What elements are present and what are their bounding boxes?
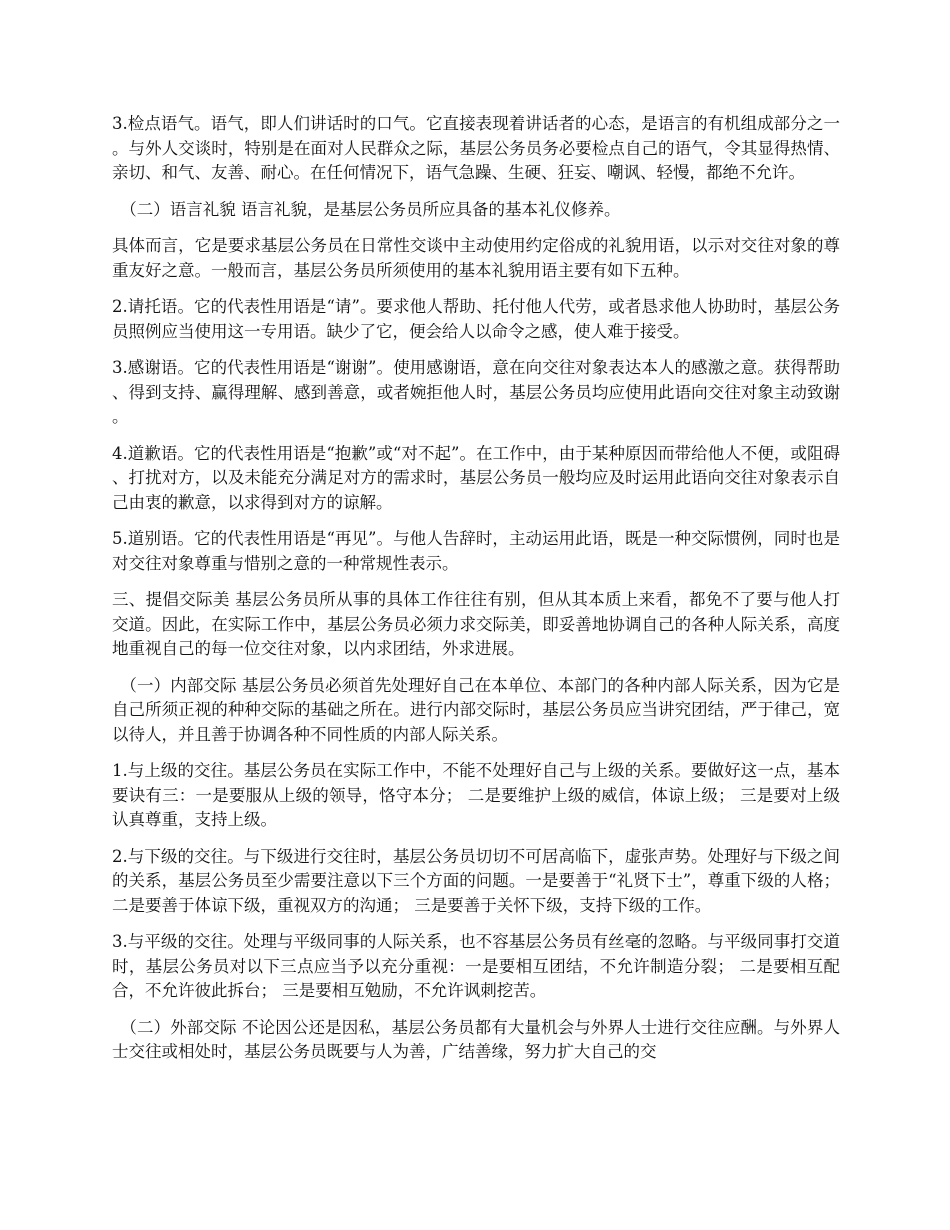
paragraph-tone: 3.检点语气。语气，即人们讲话时的口气。它直接表现着讲话者的心态，是语言的有机组成部分之一。与外人交谈时，特别是在面对人民群众之际，基层公务员务必要检点自己的语气，令其显得热情、亲切、和气、友善、耐心。在任何情况下，语气急躁、生硬、狂妄、嘲讽、轻慢，都绝不允许。 [112,114,840,182]
paragraph-polite-language-intro: 具体而言，它是要求基层公务员在日常性交谈中主动使用约定俗成的礼貌用语，以示对交往对象的尊重友好之意。一般而言，基层公务员所须使用的基本礼貌用语主要有如下五种。 [112,236,840,280]
paragraph-internal-relations: （一）内部交际 基层公务员必须首先处理好自己在本单位、本部门的各种内部人际关系，因为它是自己所须正视的种种交际的基础之所在。进行内部交际时，基层公务员应当讲究团结，严于律己，宽以待人，并且善于协调各种不同性质的内部人际关系。 [112,675,840,744]
paragraph-apology-phrase: 4.道歉语。它的代表性用语是“抱歉”或“对不起”。在工作中，由于某种原因而带给他人不便，或阻碍、打扰对方，以及未能充分满足对方的需求时，基层公务员一般均应及时运用此语向交往对象表示自己由衷的歉意，以求得到对方的谅解。 [112,443,840,512]
paragraph-farewell-phrase: 5.道别语。它的代表性用语是“再见”。与他人告辞时，主动运用此语，既是一种交际惯例，同时也是对交往对象尊重与惜别之意的一种常规性表示。 [112,529,840,573]
paragraph-peers: 3.与平级的交往。处理与平级同事的人际关系，也不容基层公务员有丝毫的忽略。与平级同事打交道时，基层公务员对以下三点应当予以充分重视：一是要相互团结，不允许制造分裂； 二是要相互配合，不允许彼此拆台； 三是要相互勉励，不允许讽刺挖苦。 [112,932,840,1000]
document-page [112,112,840,1077]
paragraph-external-relations: （二）外部交际 不论因公还是因私，基层公务员都有大量机会与外界人士进行交往应酬。与外界人士交往或相处时，基层公务员既要与人为善，广结善缘，努力扩大自己的交 [112,1017,840,1061]
paragraph-thanks-phrase: 3.感谢语。它的代表性用语是“谢谢”。使用感谢语，意在向交往对象表达本人的感激之意。获得帮助、得到支持、赢得理解、感到善意，或者婉拒他人时，基层公务员均应使用此语向交往对象主动致谢。 [112,358,840,426]
paragraph-subordinates: 2.与下级的交往。与下级进行交往时，基层公务员切切不可居高临下，虚张声势。处理好与下级之间的关系，基层公务员至少需要注意以下三个方面的问题。一是要善于“礼贤下士”，尊重下级的人格； 二是要善于体谅下级，重视双方的沟通； 三是要善于关怀下级，支持下级的工作。 [112,846,840,915]
paragraph-request-phrase: 2.请托语。它的代表性用语是“请”。要求他人帮助、托付他人代劳，或者恳求他人协助时，基层公务员照例应当使用这一专用语。缺少了它，便会给人以命令之感，使人难于接受。 [112,297,840,341]
paragraph-social-beauty: 三、提倡交际美 基层公务员所从事的具体工作往往有别，但从其本质上来看，都免不了要与他人打交道。因此，在实际工作中，基层公务员必须力求交际美，即妥善地协调自己的各种人际关系，高度地重视自己的每一位交往对象，以内求团结，外求进展。 [112,590,840,658]
paragraph-superiors: 1.与上级的交往。基层公务员在实际工作中，不能不处理好自己与上级的关系。要做好这一点，基本要诀有三：一是要服从上级的领导，恪守本分； 二是要维护上级的威信，体谅上级； 三是要对上级认真尊重，支持上级。 [112,761,840,829]
paragraph-polite-language-heading: （二）语言礼貌 语言礼貌，是基层公务员所应具备的基本礼仪修养。 [112,199,621,219]
